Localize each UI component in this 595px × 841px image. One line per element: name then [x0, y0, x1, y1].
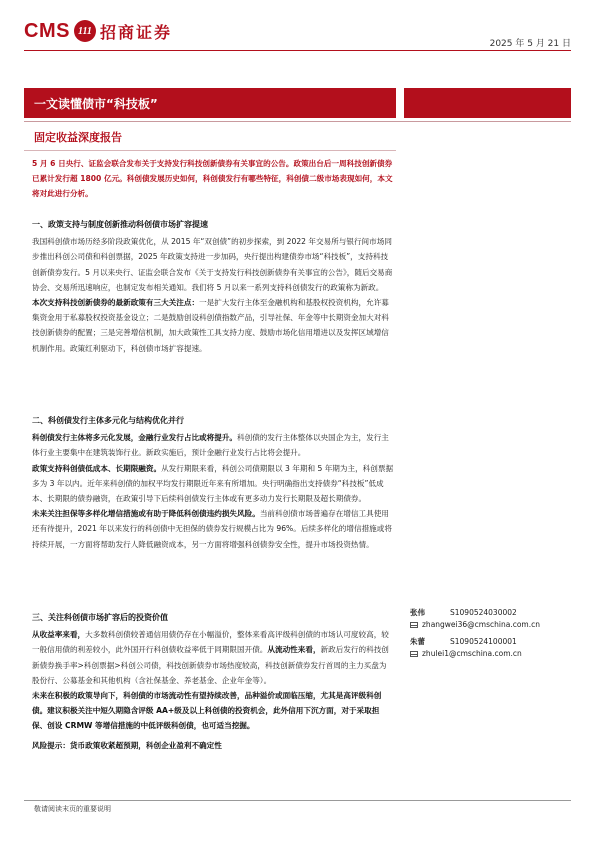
cms-logo: [24, 18, 172, 44]
subtitle-rule: [24, 150, 396, 151]
analyst-cert: S1090524030002: [450, 608, 517, 617]
logo-mark-icon: 111: [74, 20, 96, 42]
side-band: [404, 88, 571, 118]
paragraph: 政策支持科创债低成本、长期限融资。从发行期限来看，科创公司债期限以 3 年期和 5 年期为主，科创票据多为 3 年以内。近年来科创债的加权平均发行期限近年来有所增加。央行明确指出支持债券“科技板”低成本、长期限的债券融资，在政策引导下后续科创债发行主体或有更多动力发行长期限及超长期债券。: [32, 463, 394, 504]
logo-text-en: CMS: [24, 19, 70, 42]
analyst-2: [410, 636, 517, 647]
section-1: [32, 217, 394, 356]
paragraph: 未来关注担保等多样化增信措施或有助于降低科创债违约损失风险。当前科创债市场普遍存在增信工具使用还有待提升，2021 年以来发行的科创债中无担保的债券发行规模占比为 96%。后续多样化的增信措施或将持续开展，一方面将帮助发行人降低融资成本，另一方面将增强科创债券安全性，提升市场投资热情。: [32, 509, 392, 549]
risk-warning: 风险提示：货币政策收紧超预期，科创企业盈利不确定性: [32, 740, 222, 750]
paragraph: 科创债发行主体将多元化发展，金融行业发行占比或将提升。科创债的发行主体整体以央国企为主，发行主体行业主要集中在建筑装饰行业。新政实施后，预计金融行业发行占比将会提升。: [32, 433, 389, 458]
report-subtitle: 固定收益深度报告: [34, 131, 122, 144]
section-3: [32, 610, 394, 753]
analyst-name: 张伟: [410, 608, 425, 617]
section-2: [32, 413, 394, 552]
intro-summary: 5 月 6 日央行、证监会联合发布关于支持发行科技创新债券有关事宜的公告。政策出台后一周科技创新债券已累计发行超 1800 亿元。科创债发展历史如何，科创债发行有哪些特征，科创债二级市场表现如何，本文将对此进行分析。: [32, 159, 393, 199]
paragraph: 我国科创债市场历经多阶段政策优化，从 2015 年“双创债”的初步探索，到 2022 年交易所与银行间市场同步推出科创公司债和科创票据，2025 年政策支持进一步加码，央行提出构建债券市场“科技板”，支持科技创新债券发行。5 月以来央行、证监会联合发布《关于支持发行科技创新债券有关事宜的公告》，随后交易商协会、交易所迅速响应，也制定发布相关通知。我们将 5 月以来一系列支持科创债发行的政策称为新政。: [32, 237, 393, 292]
report-title: 一文读懂债市“科技板”: [34, 97, 158, 111]
footer-note: 敬请阅读末页的重要说明: [34, 805, 111, 813]
analyst-2-email-row: [410, 649, 522, 658]
section-heading: 三、关注科创债市场扩容后的投资价值: [32, 613, 168, 622]
title-rule: [24, 121, 571, 122]
mail-icon: [410, 622, 418, 628]
analyst-cert: S1090524100001: [450, 637, 517, 646]
section-heading: 一、政策支持与制度创新推动科创债市场扩容提速: [32, 220, 208, 229]
paragraph: 本次支持科技创新债券的最新政策有三大关注点：一是扩大发行主体至金融机构和基股权投资机构，允许募集资金用于私募股权投资基金设立；二是鼓励创设科创债指数产品，引导社保、年金等中长期资金加大对科技创新债券的配置；三是完善增信机制，加大政策性工具支持力度、鼓励市场化信用增进以及发挥区域增信机制作用。政策红利驱动下，科创债市场扩容提速。: [32, 298, 389, 353]
report-date: 2025 年 5 月 21 日: [489, 39, 571, 49]
analyst-email[interactable]: zhangwei36@cmschina.com.cn: [422, 620, 540, 629]
analyst-name: 朱蕾: [410, 637, 425, 646]
analyst-email[interactable]: zhulei1@cmschina.com.cn: [422, 649, 522, 658]
analyst-1-email-row: [410, 620, 540, 629]
section-heading: 二、科创债发行主体多元化与结构优化并行: [32, 416, 184, 425]
footer-rule: [24, 800, 571, 801]
analyst-1: [410, 607, 517, 618]
paragraph: 未来在积极的政策导向下，科创债的市场流动性有望持续改善，品种溢价或面临压缩，尤其是高评级科创债。建议积极关注中短久期隐含评级 AA+级及以上科创债的投资机会，此外信用下沉方面，对于采取担保、创设 CRMW 等增信措施的中低评级科创债，也可适当挖掘。: [32, 691, 382, 731]
logo-text-cn: 招商证券: [99, 22, 172, 42]
paragraph: 从收益率来看，大多数科创债较普通信用债仍存在小幅溢价，整体来看高评级科创债的市场认可度较高，较一般信用债的利差较小，此外国开行科创债收益率低于同期限国开债。从流动性来看，新政后发行的科技创新债券换手率>科创票据>科创公司债，科技创新债券市场热度较高，科技创新债券发行首周的主力买盘为股份行、公募基金和其他机构（含社保基金、养老基金、企业年金等）。: [32, 630, 389, 685]
mail-icon: [410, 651, 418, 657]
header-rule: [24, 50, 571, 51]
